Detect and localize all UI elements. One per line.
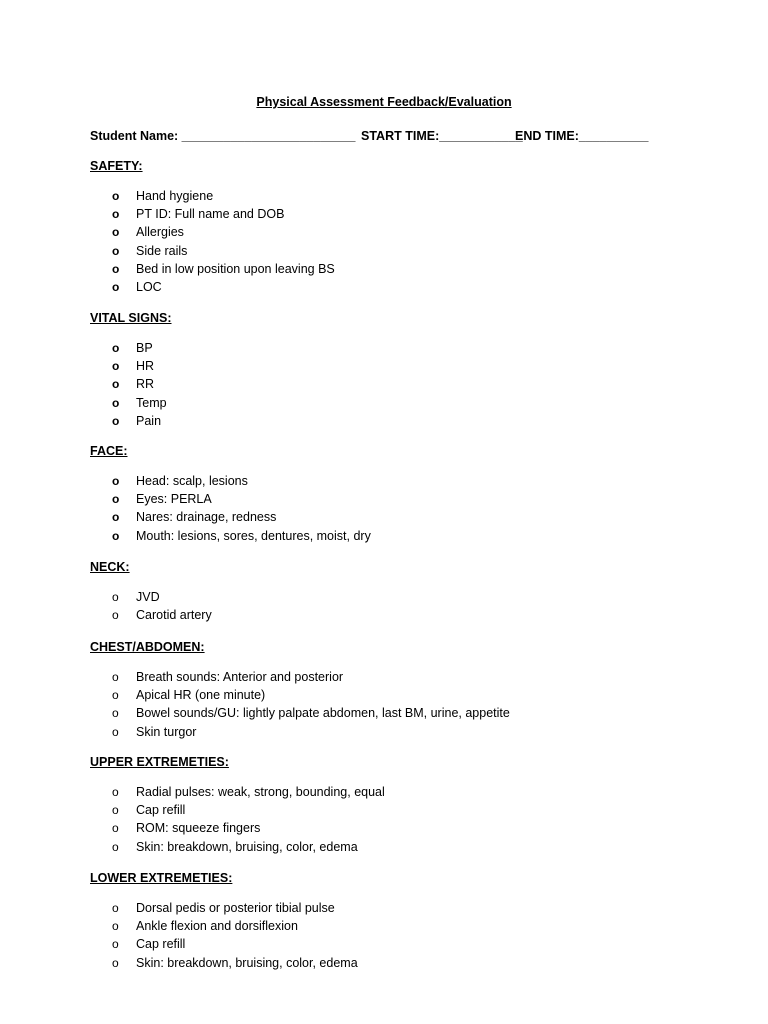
section-heading-lower-extremeties: LOWER EXTREMETIES: xyxy=(90,871,233,885)
student-name-field: Student Name: _________________________ xyxy=(90,129,356,143)
bullet-icon: o xyxy=(112,821,119,836)
bullet-icon: o xyxy=(112,189,120,203)
bullet-icon: o xyxy=(112,395,120,410)
bullet-icon: o xyxy=(112,492,120,507)
bullet-icon: o xyxy=(112,359,120,374)
bullet-icon: o xyxy=(112,937,119,952)
bullet-icon: o xyxy=(112,839,119,854)
document-page: Physical Assessment Feedback/Evaluation Student Name: _________________________ START TIME:____________ END TIME:__________ SAFETY: o Hand hygiene o PT ID: Full name and DOB o Allergies o Side rails o Bed in low position upon leaving BS o LOC VITAL SIGNS: o BP o HR o RR o Temp o Pain FACE: o Head: scalp, lesions o Eyes: PERLA o Nares: drainage, redness o Mouth: lesions, sores, dentures, moist, dry NECK: o JVD o Carotid artery CHEST/ABDOMEN: o Breath sounds: Anterior and posterior o Apical HR (one minute) o Bowel sounds/GU: lightly palpate abdomen, last BM, urine, appetite o Skin turgor UPPER EXTREMETIES: o Radial pulses: weak, strong, bounding, equal o Cap refill o ROM: squeeze fingers o Skin: breakdown, bruising, color, edema LOWER EXTREMETIES: o Dorsal pedis or posterior tibial pulse o Ankle flexion and dorsiflexion o Cap refill o Skin: breakdown, bruising, color, edema xyxy=(0,0,768,1024)
bullet-icon: o xyxy=(112,688,119,703)
bullet-icon: o xyxy=(112,706,119,721)
bullet-icon: o xyxy=(112,528,120,543)
bullet-icon: o xyxy=(112,225,120,240)
bullet-icon: o xyxy=(112,413,120,428)
bullet-icon: o xyxy=(112,279,120,294)
bullet-icon: o xyxy=(112,901,119,915)
bullet-icon: o xyxy=(112,474,120,488)
bullet-icon: o xyxy=(112,608,119,623)
bullet-icon: o xyxy=(112,919,119,934)
end-time-field: END TIME:__________ xyxy=(515,129,649,143)
page-title: Physical Assessment Feedback/Evaluation xyxy=(256,95,512,109)
bullet-icon: o xyxy=(112,377,120,392)
section-heading-chest-abdomen: CHEST/ABDOMEN: xyxy=(90,640,205,654)
bullet-icon: o xyxy=(112,510,120,525)
bullet-icon: o xyxy=(112,261,120,276)
section-heading-upper-extremeties: UPPER EXTREMETIES: xyxy=(90,755,229,769)
start-time-field: START TIME:____________ xyxy=(361,129,523,143)
bullet-icon: o xyxy=(112,785,119,799)
section-heading-face: FACE: xyxy=(90,444,128,458)
bullet-icon: o xyxy=(112,955,119,970)
section-heading-vital-signs: VITAL SIGNS: xyxy=(90,311,172,325)
bullet-icon: o xyxy=(112,243,120,258)
bullet-icon: o xyxy=(112,341,120,355)
bullet-icon: o xyxy=(112,724,119,739)
bullet-icon: o xyxy=(112,590,119,604)
bullet-icon: o xyxy=(112,670,119,684)
section-heading-safety: SAFETY: xyxy=(90,159,143,173)
bullet-icon: o xyxy=(112,207,120,222)
bullet-icon: o xyxy=(112,803,119,818)
section-heading-neck: NECK: xyxy=(90,560,130,574)
